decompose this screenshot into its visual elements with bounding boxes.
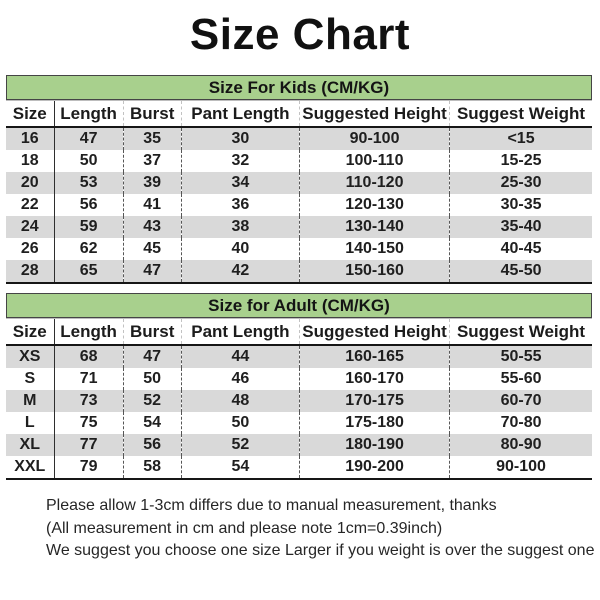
table-row: [6, 390, 592, 412]
table-cell: 50: [181, 412, 299, 434]
table-cell: 15-25: [450, 150, 592, 172]
table-cell: 120-130: [300, 194, 450, 216]
table-cell: 52: [181, 434, 299, 456]
table-cell: 35: [123, 127, 181, 150]
table-cell: 73: [54, 390, 123, 412]
table-cell: 56: [123, 434, 181, 456]
table-cell: 71: [54, 368, 123, 390]
column-header: Pant Length: [181, 101, 299, 128]
table-cell: 20: [20, 174, 39, 191]
table-row: [6, 172, 592, 194]
table-cell: 58: [123, 456, 181, 479]
table-cell: M: [23, 392, 37, 409]
table-row: [6, 216, 592, 238]
table-cell: 59: [54, 216, 123, 238]
table-cell: 77: [54, 434, 123, 456]
table-cell: 50-55: [450, 345, 592, 368]
column-header: Burst: [123, 101, 181, 128]
table-cell: 18: [20, 152, 39, 169]
table-row: [6, 194, 592, 216]
column-header: Size: [6, 319, 54, 346]
adult-size-table: [6, 318, 592, 480]
table-cell: 100-110: [300, 150, 450, 172]
size-chart-page: [0, 10, 600, 600]
table-cell: 53: [54, 172, 123, 194]
kids-section: [6, 75, 592, 284]
table-cell: 32: [181, 150, 299, 172]
table-cell: 25-30: [450, 172, 592, 194]
table-cell: 42: [181, 260, 299, 283]
table-cell: 70-80: [450, 412, 592, 434]
table-cell: 50: [123, 368, 181, 390]
table-cell: 26: [20, 240, 39, 257]
table-cell: 130-140: [300, 216, 450, 238]
table-cell: 43: [123, 216, 181, 238]
table-cell: L: [24, 414, 35, 431]
table-cell: 37: [123, 150, 181, 172]
column-header: Length: [54, 319, 123, 346]
footer-note-line-2: (All measurement in cm and please note 1cm=0.39inch): [46, 519, 443, 537]
kids-size-table: [6, 100, 592, 284]
table-cell: 46: [181, 368, 299, 390]
page-title: Size Chart: [189, 10, 411, 59]
table-cell: 52: [123, 390, 181, 412]
table-cell: 16: [20, 130, 39, 147]
column-header: Pant Length: [181, 319, 299, 346]
footer-notes: [46, 495, 600, 563]
table-cell: <15: [450, 127, 592, 150]
adult-section-header: [6, 293, 592, 318]
adult-table-head: [6, 319, 592, 346]
table-cell: 47: [123, 345, 181, 368]
table-cell: 34: [181, 172, 299, 194]
footer-note-line-1: Please allow 1-3cm differs due to manual measurement, thanks: [46, 497, 497, 514]
table-cell: 30: [181, 127, 299, 150]
kids-table-head: [6, 101, 592, 128]
table-cell: 22: [20, 196, 39, 213]
column-header: Suggest Weight: [450, 319, 592, 346]
footer-note-line-3: We suggest you choose one size Larger if you weight is over the suggest one: [46, 542, 595, 559]
table-cell: 170-175: [300, 390, 450, 412]
table-cell: 36: [181, 194, 299, 216]
table-cell: 40-45: [450, 238, 592, 260]
table-row: [6, 456, 592, 479]
table-cell: 160-170: [300, 368, 450, 390]
kids-header-row: [6, 101, 592, 128]
table-cell: 44: [181, 345, 299, 368]
table-row: [6, 434, 592, 456]
table-cell: 75: [54, 412, 123, 434]
table-cell: 38: [181, 216, 299, 238]
table-cell: 65: [54, 260, 123, 283]
table-cell: 80-90: [450, 434, 592, 456]
adult-header-row: [6, 319, 592, 346]
column-header: Size: [6, 101, 54, 128]
table-cell: 30-35: [450, 194, 592, 216]
column-header: Burst: [123, 319, 181, 346]
table-row: [6, 260, 592, 283]
table-cell: 48: [181, 390, 299, 412]
column-header: Length: [54, 101, 123, 128]
table-cell: 110-120: [300, 172, 450, 194]
kids-table-body: [6, 127, 592, 283]
adult-section-title: Size for Adult (CM/KG): [208, 296, 390, 315]
table-row: [6, 368, 592, 390]
table-cell: 39: [123, 172, 181, 194]
table-cell: 35-40: [450, 216, 592, 238]
table-row: [6, 412, 592, 434]
column-header: Suggested Height: [300, 319, 450, 346]
table-cell: 175-180: [300, 412, 450, 434]
kids-section-title: Size For Kids (CM/KG): [208, 78, 390, 97]
adult-section: [6, 293, 592, 480]
table-cell: S: [24, 370, 36, 387]
table-cell: 180-190: [300, 434, 450, 456]
kids-section-header: [6, 75, 592, 100]
table-cell: 150-160: [300, 260, 450, 283]
table-cell: 68: [54, 345, 123, 368]
table-cell: 45-50: [450, 260, 592, 283]
table-cell: 50: [54, 150, 123, 172]
table-cell: 41: [123, 194, 181, 216]
table-cell: XL: [19, 436, 40, 453]
table-cell: 62: [54, 238, 123, 260]
adult-table-body: [6, 345, 592, 479]
table-row: [6, 238, 592, 260]
table-cell: 160-165: [300, 345, 450, 368]
table-cell: 55-60: [450, 368, 592, 390]
table-cell: XXL: [6, 456, 54, 479]
table-cell: 47: [54, 127, 123, 150]
table-cell: 28: [6, 260, 54, 283]
column-header: Suggested Height: [300, 101, 450, 128]
table-cell: 90-100: [300, 127, 450, 150]
table-row: [6, 345, 592, 368]
table-cell: 40: [181, 238, 299, 260]
column-header: Suggest Weight: [450, 101, 592, 128]
table-cell: 45: [123, 238, 181, 260]
table-cell: 54: [181, 456, 299, 479]
table-cell: 47: [123, 260, 181, 283]
table-cell: 90-100: [450, 456, 592, 479]
table-cell: 24: [20, 218, 39, 235]
table-row: [6, 150, 592, 172]
table-cell: 140-150: [300, 238, 450, 260]
table-cell: 56: [54, 194, 123, 216]
table-cell: 54: [123, 412, 181, 434]
table-cell: 190-200: [300, 456, 450, 479]
table-cell: 79: [54, 456, 123, 479]
table-cell: 60-70: [450, 390, 592, 412]
table-row: [6, 127, 592, 150]
table-cell: XS: [19, 348, 41, 365]
